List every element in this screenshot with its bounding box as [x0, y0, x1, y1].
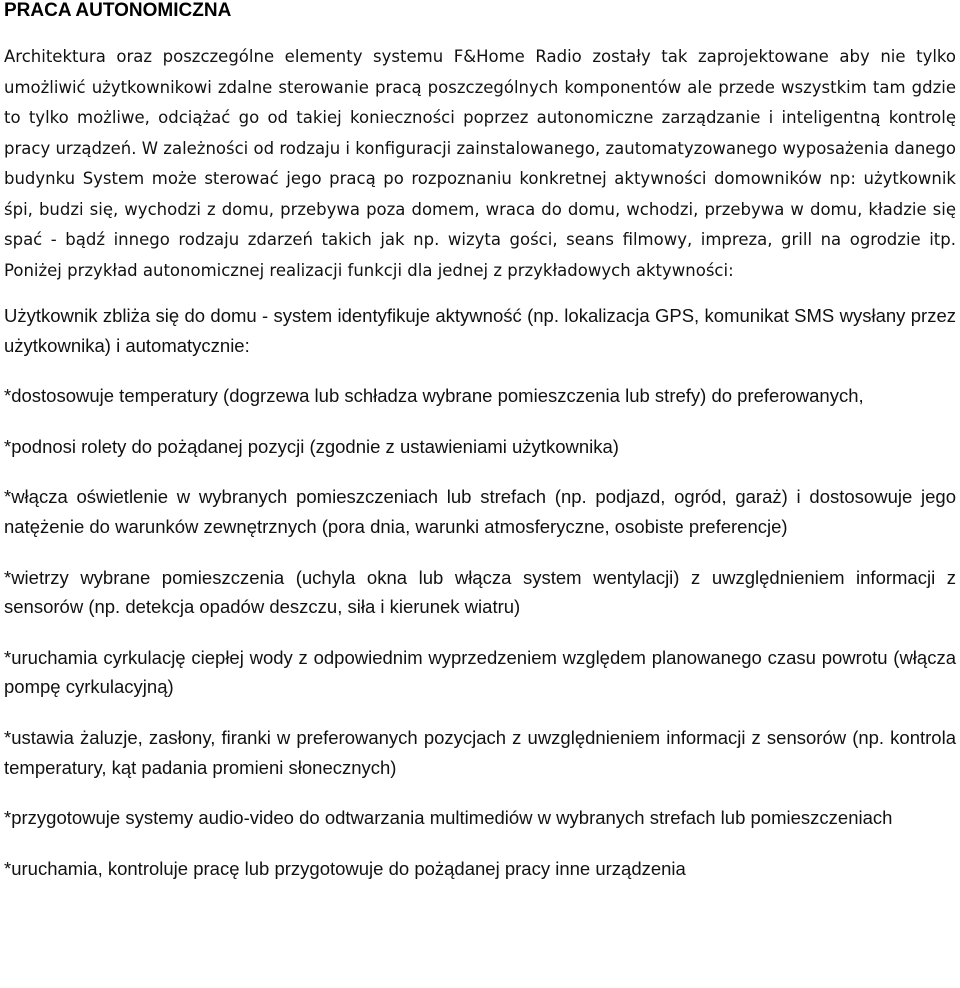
action-item: *dostosowuje temperatury (dogrzewa lub schładza wybrane pomieszczenia lub strefy) do preferowanych, — [4, 385, 864, 407]
action-item: *ustawia żaluzje, zasłony, firanki w preferowanych pozycjach z uwzględnieniem informacji z sensorów (np. kontrola temperatury, kąt padania promieni słonecznych) — [4, 726, 956, 778]
action-item: *podnosi rolety do pożądanej pozycji (zgodnie z ustawieniami użytkownika) — [4, 435, 619, 457]
action-item: *uruchamia cyrkulację ciepłej wody z odpowiednim wyprzedzeniem względem planowanego czasu powrotu (włącza pompę cyrkulacyjną) — [4, 646, 956, 698]
action-item: *wietrzy wybrane pomieszczenia (uchyla okna lub włącza system wentylacji) z uwzględnieniem informacji z sensorów (np. detekcja opadów deszczu, siła i kierunek wiatru) — [4, 566, 956, 618]
scenario-paragraph: Użytkownik zbliża się do domu - system identyfikuje aktywność (np. lokalizacja GPS, komunikat SMS wysłany przez użytkownika) i automatycznie: — [4, 305, 956, 356]
action-item: *uruchamia, kontroluje pracę lub przygotowuje do pożądanej pracy inne urządzenia — [4, 857, 686, 879]
action-item: *włącza oświetlenie w wybranych pomieszczeniach lub strefach (np. podjazd, ogród, garaż) i dostosowuje jego natężenie do warunków zewnętrznych (pora dnia, warunki atmosferyczne, osobiste preferencje) — [4, 486, 956, 537]
action-item: *przygotowuje systemy audio-video do odtwarzania multimediów w wybranych strefach lub pomieszczeniach — [4, 807, 893, 829]
intro-paragraph: Architektura oraz poszczególne elementy systemu F&Home Radio zostały tak zaprojektowane aby nie tylko umożliwić użytkownikowi zdalne sterowanie pracą poszczególnych komponentów ale przede wszystkim tam gdzie to tylko możliwe, odciążać go od takiej konieczności poprzez autonomiczne zarządzanie i inteligentną kontrolę pracy urządzeń. W zależności od rodzaju i konfiguracji zainstalowanego, zautomatyzowanego wyposażenia danego budynku System może sterować jego pracą po rozpoznaniu konkretnej aktywności domowników np: użytkownik śpi, budzi się, wychodzi z domu, przebywa poza domem, wraca do domu, wchodzi, przebywa w domu, kładzie się spać - bądź innego rodzaju zdarzeń takich jak np. wizyta gości, seans filmowy, impreza, grill na ogrodzie itp. Poniżej przykład autonomicznej realizacji funkcji dla jednej z przykładowych aktywności: — [4, 47, 956, 280]
document-title: PRACA AUTONOMICZNA — [4, 0, 232, 21]
